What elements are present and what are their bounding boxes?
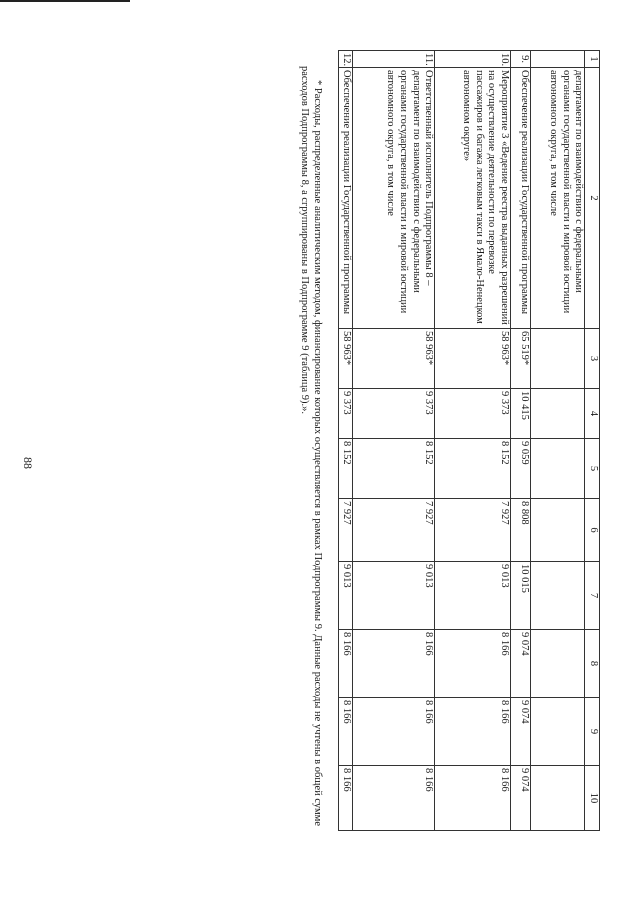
- column-header: 3: [585, 329, 600, 389]
- cell-value: 8 152: [423, 441, 435, 465]
- column-header: 1: [585, 51, 600, 68]
- cell-value: 8 166: [423, 632, 435, 656]
- cell-value: 9 013: [498, 564, 510, 588]
- value-cell: [530, 630, 585, 698]
- cell-value: 8 166: [423, 700, 435, 724]
- table-row: [339, 51, 353, 831]
- value-cell: [530, 389, 585, 439]
- cell-value: 8 166: [498, 632, 510, 656]
- value-cell: [353, 439, 435, 499]
- table-row: [530, 51, 585, 831]
- value-cell: [510, 766, 530, 831]
- row-number-cell: 11.: [353, 51, 435, 68]
- value-cell: [435, 630, 511, 698]
- row-number-cell: 9.: [510, 51, 530, 68]
- value-cell: [510, 389, 530, 439]
- value-cell: [510, 698, 530, 766]
- value-cell: [339, 630, 353, 698]
- row-description-cell: Обеспечение реализации Государственной программы: [339, 68, 353, 329]
- value-cell: [530, 499, 585, 562]
- value-cell: [435, 698, 511, 766]
- cell-value: 10 015: [518, 564, 530, 593]
- cell-value: 9 373: [498, 391, 510, 415]
- value-cell: [435, 766, 511, 831]
- value-cell: [435, 389, 511, 439]
- footnote: * Расходы, распределенные аналитическим методом, финансирование которых осуществляется в рамках Подпрограммы 9. Данные расходы не учтены в общей сумме расходов Подпрограммы 8, а сгруппированы в Подпрограмме 9 (таблица 9).».: [299, 66, 323, 826]
- cell-value: 8 166: [423, 768, 435, 792]
- cell-value: 58 963*: [341, 331, 353, 366]
- value-cell: [339, 698, 353, 766]
- value-cell: [510, 499, 530, 562]
- cell-value: 8 166: [341, 632, 353, 656]
- value-cell: [510, 562, 530, 630]
- column-header: 6: [585, 499, 600, 562]
- cell-value: 7 927: [341, 501, 353, 525]
- table-row: [435, 51, 511, 831]
- table-row: [353, 51, 435, 831]
- value-cell: [435, 499, 511, 562]
- cell-value: 10 415: [518, 391, 530, 420]
- column-header: 2: [585, 68, 600, 329]
- row-description-cell: Ответственный исполнитель Подпрограммы 8 – департамент по взаимодействию с федеральными органами государственной власти и мировой юстиции автономного округа, в том числе: [353, 68, 435, 329]
- cell-value: 8 166: [498, 768, 510, 792]
- value-cell: [353, 630, 435, 698]
- value-cell: [530, 329, 585, 389]
- column-header: 9: [585, 698, 600, 766]
- value-cell: [510, 329, 530, 389]
- value-cell: [435, 329, 511, 389]
- cell-value: 9 013: [423, 564, 435, 588]
- value-cell: [353, 329, 435, 389]
- page-number: 88: [21, 457, 35, 469]
- row-number-cell: 10.: [435, 51, 511, 68]
- top-rule: [0, 0, 130, 2]
- cell-value: 8 152: [498, 441, 510, 465]
- value-cell: [530, 439, 585, 499]
- row-description-cell: департамент по взаимодействию с федеральными органами государственной власти и мировой юстиции автономного округа, в том числе: [530, 68, 585, 329]
- column-header: 10: [585, 766, 600, 831]
- value-cell: [530, 766, 585, 831]
- cell-value: 8 166: [341, 768, 353, 792]
- cell-value: 58 963*: [498, 331, 510, 366]
- value-cell: [435, 439, 511, 499]
- cell-value: 8 808: [518, 501, 530, 525]
- value-cell: [339, 766, 353, 831]
- value-cell: [353, 698, 435, 766]
- cell-value: 9 074: [518, 700, 530, 724]
- value-cell: [339, 499, 353, 562]
- cell-value: 8 166: [341, 700, 353, 724]
- value-cell: [530, 562, 585, 630]
- cell-value: 58 963*: [423, 331, 435, 366]
- value-cell: [353, 389, 435, 439]
- row-description-cell: Мероприятие 3 «Ведение реестра выданных разрешений на осуществление деятельности по перевозке пассажиров и багажа легковым такси в Ямало-Ненецком автономном округе»: [435, 68, 511, 329]
- cell-value: 7 927: [423, 501, 435, 525]
- budget-table: [338, 50, 600, 831]
- cell-value: 65 519*: [518, 331, 530, 366]
- cell-value: 9 074: [518, 768, 530, 792]
- cell-value: 7 927: [498, 501, 510, 525]
- column-header: 8: [585, 630, 600, 698]
- table-row: [510, 51, 530, 831]
- value-cell: [339, 389, 353, 439]
- cell-value: 9 013: [341, 564, 353, 588]
- cell-value: 9 373: [341, 391, 353, 415]
- value-cell: [435, 562, 511, 630]
- value-cell: [339, 439, 353, 499]
- value-cell: [339, 329, 353, 389]
- column-header: 4: [585, 389, 600, 439]
- value-cell: [530, 698, 585, 766]
- column-header: 5: [585, 439, 600, 499]
- row-description-cell: Обеспечение реализации Государственной программы: [510, 68, 530, 329]
- cell-value: 9 373: [423, 391, 435, 415]
- row-number-cell: [530, 51, 585, 68]
- value-cell: [353, 562, 435, 630]
- cell-value: 9 074: [518, 632, 530, 656]
- row-number-cell: 12.: [339, 51, 353, 68]
- table-header-row: [585, 51, 600, 831]
- value-cell: [353, 499, 435, 562]
- cell-value: 9 059: [518, 441, 530, 465]
- rotated-page-content: [90, 50, 600, 835]
- value-cell: [510, 630, 530, 698]
- cell-value: 8 166: [498, 700, 510, 724]
- value-cell: [510, 439, 530, 499]
- column-header: 7: [585, 562, 600, 630]
- cell-value: 8 152: [341, 441, 353, 465]
- value-cell: [339, 562, 353, 630]
- value-cell: [353, 766, 435, 831]
